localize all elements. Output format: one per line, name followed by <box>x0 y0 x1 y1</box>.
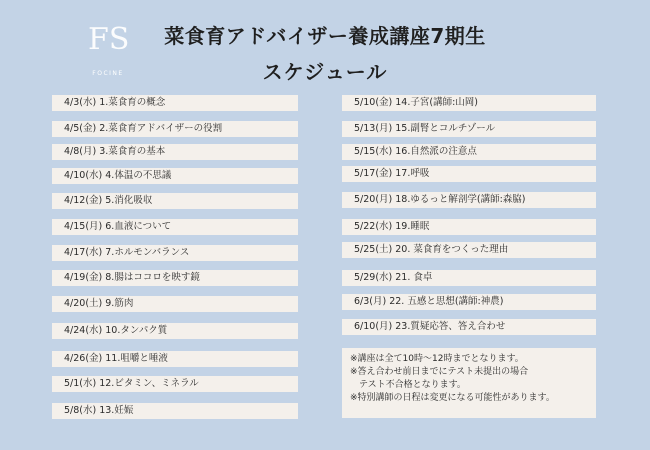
notes-box <box>342 348 596 418</box>
note-line: ※講座は全て10時～12時までとなります。 <box>350 354 524 364</box>
session-item: 4/26(金) 11.咀嚼と唾液 <box>52 351 298 367</box>
session-item: 5/25(土) 20. 菜食育をつくった理由 <box>342 242 596 258</box>
session-item: 4/15(月) 6.血液について <box>52 219 298 235</box>
session-item: 4/17(水) 7.ホルモンバランス <box>52 245 298 261</box>
note-line: ※答え合わせ前日までにテスト未提出の場合 <box>350 367 529 377</box>
session-item: 4/20(土) 9.筋肉 <box>52 296 298 312</box>
logo <box>82 14 134 78</box>
session-item: 5/13(月) 15.副腎とコルチゾール <box>342 121 596 137</box>
session-item: 5/8(水) 13.妊娠 <box>52 403 298 419</box>
note-line: ※特別講師の日程は変更になる可能性があります。 <box>350 393 555 403</box>
logo-wordmark: FOCINE <box>92 70 124 77</box>
session-item: 5/17(金) 17.呼吸 <box>342 166 596 182</box>
session-item: 5/22(水) 19.睡眠 <box>342 219 596 235</box>
session-item: 4/3(水) 1.菜食育の概念 <box>52 95 298 111</box>
session-item: 5/1(水) 12.ビタミン、ミネラル <box>52 376 298 392</box>
session-item: 5/10(金) 14.子宮(講師:山岡) <box>342 95 596 111</box>
session-item: 4/12(金) 5.消化吸収 <box>52 193 298 209</box>
session-item: 4/24(水) 10.タンパク質 <box>52 323 298 339</box>
logo-mark: FS <box>88 22 130 57</box>
session-item: 4/10(水) 4.体温の不思議 <box>52 168 298 184</box>
session-item: 5/15(水) 16.自然派の注意点 <box>342 144 596 160</box>
session-item: 4/8(月) 3.菜食育の基本 <box>52 144 298 160</box>
session-item: 5/20(月) 18.ゆるっと解剖学(講師:森脇) <box>342 192 596 208</box>
page-title: 菜食育アドバイザー養成講座7期生 <box>164 24 486 48</box>
session-item: 5/29(水) 21. 食卓 <box>342 270 596 286</box>
page-subtitle: スケジュール <box>262 60 388 84</box>
session-item: 6/3(月) 22. 五感と思想(講師:神農) <box>342 294 596 310</box>
session-item: 4/19(金) 8.腸はココロを映す鏡 <box>52 270 298 286</box>
session-item: 4/5(金) 2.菜食育アドバイザーの役割 <box>52 121 298 137</box>
note-line: テスト不合格となります。 <box>350 380 466 390</box>
session-item: 6/10(月) 23.質疑応答、答え合わせ <box>342 319 596 335</box>
